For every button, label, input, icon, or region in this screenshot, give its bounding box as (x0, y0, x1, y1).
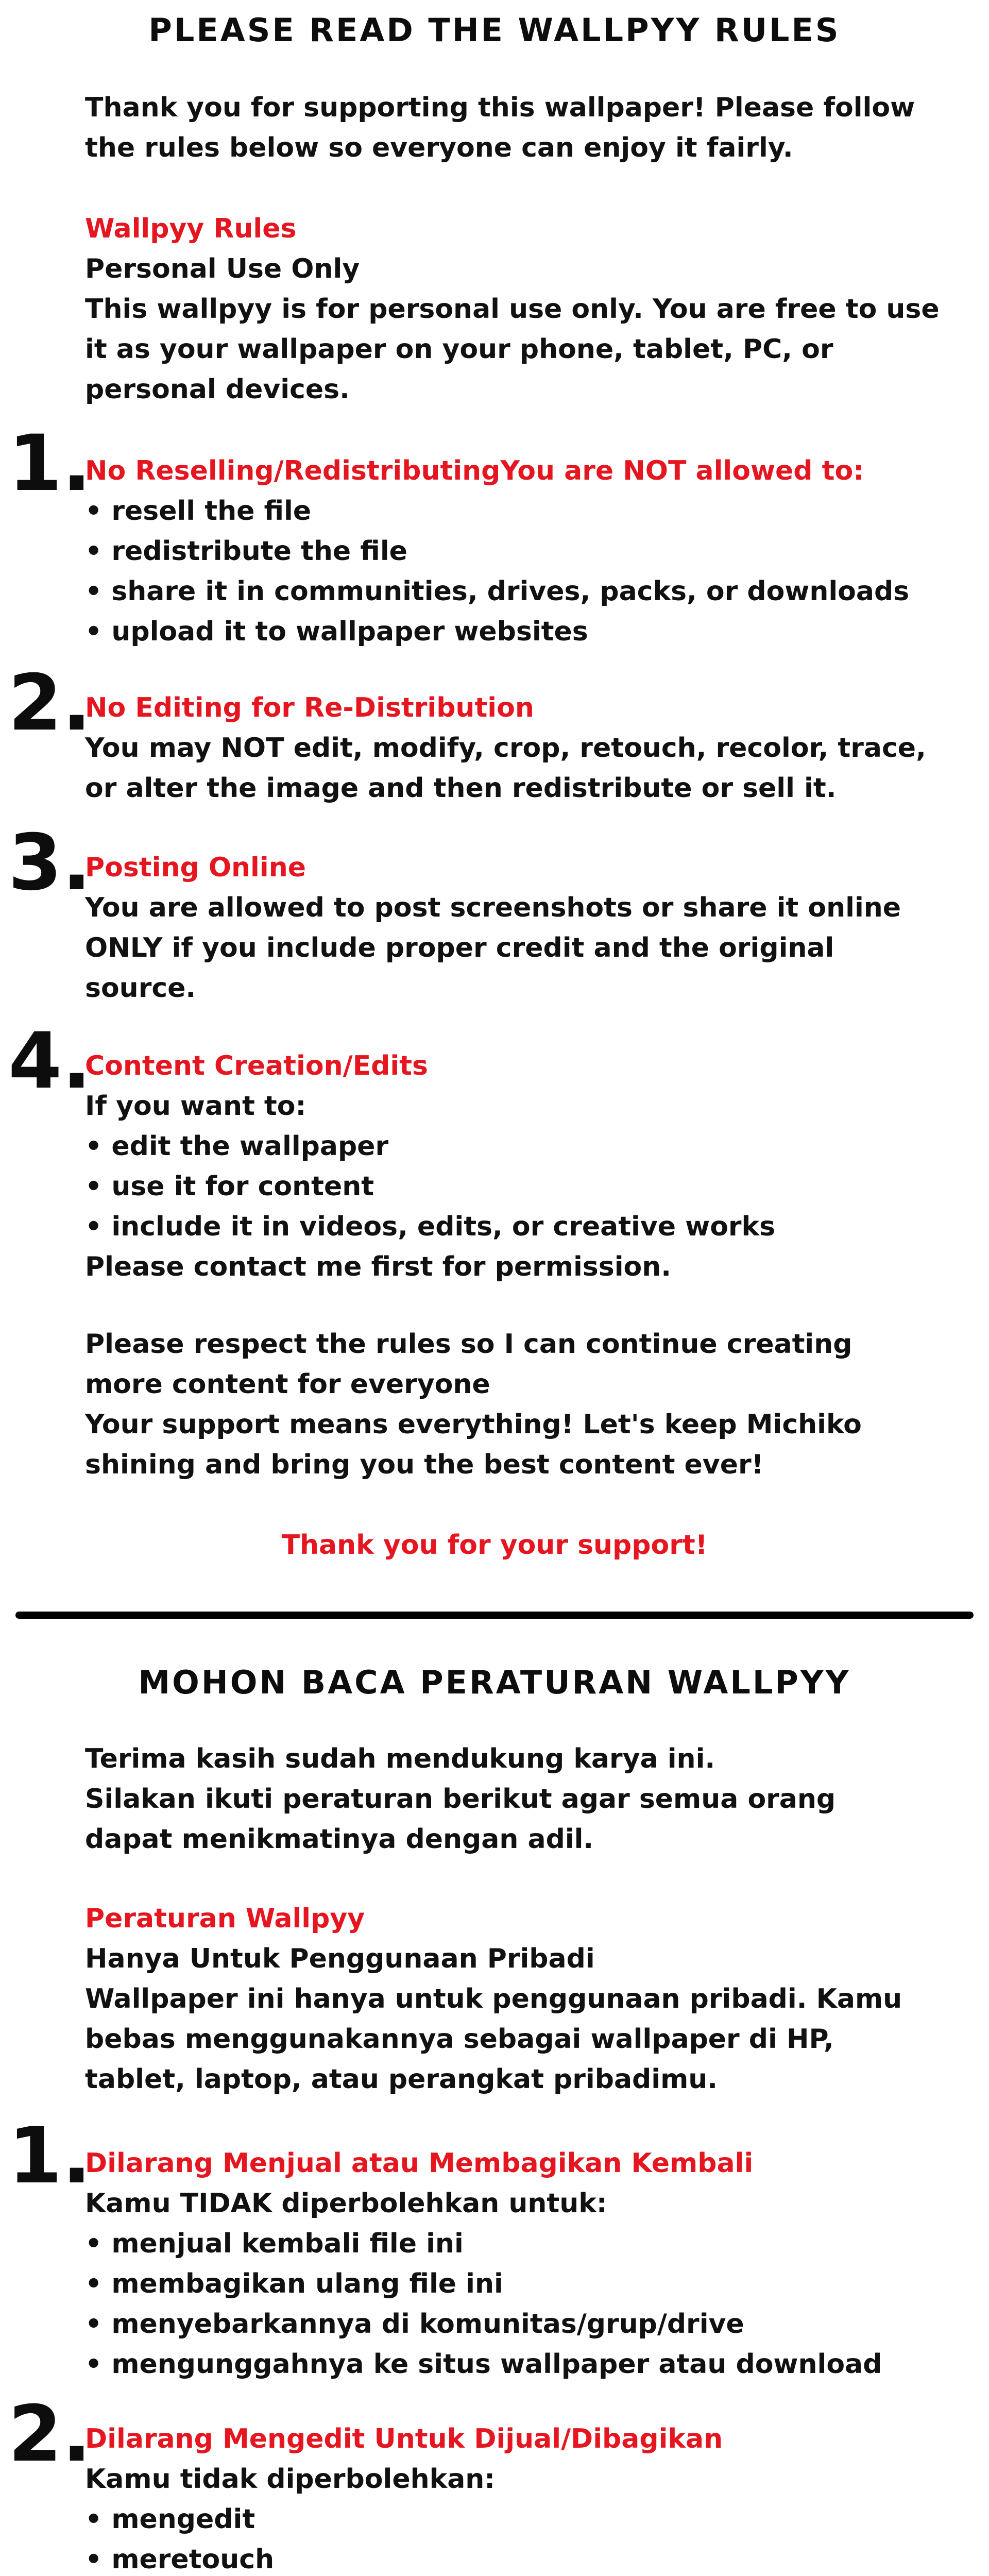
page-title-id: MOHON BACA PERATURAN WALLPYY (138, 1664, 851, 1701)
personal-text-line: bebas menggunakannya sebagai wallpaper di HP, (85, 2024, 834, 2055)
thanks-en: Thank you for your support! (281, 1530, 708, 1561)
personal-heading: Personal Use Only (85, 253, 360, 284)
rule-line: • menyebarkannya di komunitas/grup/drive (85, 2309, 744, 2340)
closing-line: more content for everyone (85, 1369, 490, 1400)
intro-line: Thank you for supporting this wallpaper! Please follow (85, 92, 915, 123)
rule-4-en (85, 1046, 940, 1287)
personal-text-line: This wallpyy is for personal use only. You are free to use (85, 294, 940, 325)
rule-line: • include it in videos, edits, or creative works (85, 1211, 776, 1242)
intro-en (85, 88, 940, 168)
rule-line: You are allowed to post screenshots or share it online (85, 892, 901, 923)
rule-number-1-id: 1. (8, 2111, 92, 2201)
rule-3-en (85, 848, 940, 1008)
rule-heading: Content Creation/Edits (85, 1050, 428, 1081)
closing-en (85, 1324, 940, 1485)
rule-line: • redistribute the file (85, 536, 407, 567)
rule-1-en (85, 451, 940, 652)
rule-line: or alter the image and then redistribute or sell it. (85, 773, 837, 804)
rule-line: • edit the wallpaper (85, 1131, 389, 1162)
rules-heading: Wallpyy Rules (85, 213, 297, 244)
intro-line: Silakan ikuti peraturan berikut agar semua orang (85, 1784, 836, 1815)
intro-line: dapat menikmatinya dengan adil. (85, 1824, 594, 1855)
rule-heading: No Editing for Re-Distribution (85, 692, 534, 723)
rule-line: • membagikan ulang file ini (85, 2268, 503, 2299)
rule-number-4-en: 4. (8, 1016, 92, 1106)
rule-heading: Dilarang Mengedit Untuk Dijual/Dibagikan (85, 2424, 723, 2454)
rule-heading: Posting Online (85, 852, 306, 883)
personal-heading: Hanya Untuk Penggunaan Pribadi (85, 1943, 595, 1974)
rule-line: • meretouch (85, 2544, 275, 2575)
rule-line: Kamu tidak diperbolehkan: (85, 2464, 496, 2495)
rule-heading: No Reselling/RedistributingYou are NOT allowed to: (85, 455, 864, 486)
rule-line: Please contact me first for permission. (85, 1251, 672, 1282)
intro-id (85, 1739, 940, 1859)
rule-line: Kamu TIDAK diperbolehkan untuk: (85, 2188, 607, 2219)
personal-text-line: Wallpaper ini hanya untuk penggunaan pribadi. Kamu (85, 1984, 902, 2014)
personal-text-line: tablet, laptop, atau perangkat pribadimu. (85, 2064, 718, 2095)
rule-line: • mengedit (85, 2504, 255, 2535)
closing-line: shining and bring you the best content ever! (85, 1449, 764, 1480)
intro-line: Terima kasih sudah mendukung karya ini. (85, 1743, 715, 1774)
personal-section-id (85, 1899, 940, 2099)
intro-line: the rules below so everyone can enjoy it fairly. (85, 132, 793, 163)
personal-text-line: it as your wallpaper on your phone, tablet, PC, or (85, 334, 833, 365)
section-divider (15, 1612, 974, 1619)
rule-line: • use it for content (85, 1171, 374, 1202)
closing-line: Your support means everything! Let's keep Michiko (85, 1409, 862, 1440)
rule-number-2-id: 2. (8, 2389, 92, 2479)
rule-number-3-en: 3. (8, 818, 92, 908)
rule-line: ONLY if you include proper credit and the original (85, 933, 834, 963)
rule-line: • menjual kembali file ini (85, 2228, 464, 2259)
rule-number-2-en: 2. (8, 658, 92, 748)
closing-line: Please respect the rules so I can continue creating (85, 1329, 852, 1360)
rule-line: If you want to: (85, 1091, 306, 1122)
rule-line: You may NOT edit, modify, crop, retouch, recolor, trace, (85, 733, 926, 764)
rule-1-id (85, 2143, 940, 2384)
page-title-en: PLEASE READ THE WALLPYY RULES (148, 11, 841, 49)
rule-line: • upload it to wallpaper websites (85, 616, 588, 647)
rule-2-id (85, 2419, 940, 2576)
rule-line: • mengunggahnya ke situs wallpaper atau download (85, 2349, 882, 2380)
rule-line: source. (85, 973, 196, 1004)
personal-section-en (85, 209, 940, 410)
rules-heading: Peraturan Wallpyy (85, 1903, 365, 1934)
rule-line: • resell the file (85, 496, 312, 527)
rule-heading: Dilarang Menjual atau Membagikan Kembali (85, 2148, 754, 2179)
rule-line: • share it in communities, drives, packs, or downloads (85, 576, 910, 607)
personal-text-line: personal devices. (85, 374, 350, 405)
rule-2-en (85, 688, 940, 808)
rule-number-1-en: 1. (8, 419, 92, 509)
